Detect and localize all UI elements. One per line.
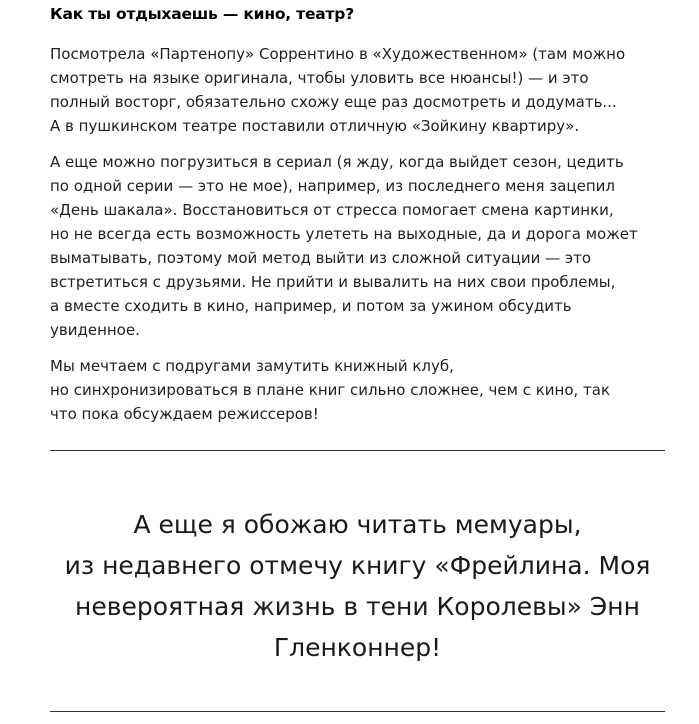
answer-paragraph-3 bbox=[50, 354, 665, 426]
divider-top bbox=[50, 450, 665, 451]
paragraph-line: а вместе сходить в кино, например, и потом за ужином обсудить bbox=[50, 297, 572, 315]
pull-quote-line: Гленконнер! bbox=[273, 633, 442, 662]
paragraph-line: А еще можно погрузиться в сериал (я жду, когда выйдет сезон, цедить bbox=[50, 153, 624, 171]
paragraph-line: увиденное. bbox=[50, 321, 140, 339]
answer-paragraph-2 bbox=[50, 150, 665, 342]
paragraph-line: что пока обсуждаем режиссеров! bbox=[50, 405, 319, 423]
paragraph-line: но синхронизироваться в плане книг сильно сложнее, чем с кино, так bbox=[50, 381, 611, 399]
paragraph-line: Мы мечтаем с подругами замутить книжный клуб, bbox=[50, 357, 454, 375]
paragraph-line: но не всегда есть возможность улететь на выходные, да и дорога может bbox=[50, 225, 638, 243]
paragraph-line: выматывать, поэтому мой метод выйти из сложной ситуации — это bbox=[50, 249, 592, 267]
interview-question: Как ты отдыхаешь — кино, театр? bbox=[50, 5, 354, 23]
article-body bbox=[50, 0, 665, 426]
pull-quote-line: А еще я обожаю читать мемуары, bbox=[133, 510, 582, 539]
paragraph-line: полный восторг, обязательно схожу еще раз досмотреть и додумать... bbox=[50, 93, 617, 111]
pull-quote-line: невероятная жизнь в тени Королевы» Энн bbox=[75, 592, 640, 621]
paragraph-line: Посмотрела «Партенопу» Соррентино в «Художественном» (там можно bbox=[50, 45, 626, 63]
divider-bottom bbox=[50, 711, 665, 712]
paragraph-line: «День шакала». Восстановиться от стресса помогает смена картинки, bbox=[50, 201, 614, 219]
paragraph-line: А в пушкинском театре поставили отличную «Зойкину квартиру». bbox=[50, 117, 580, 135]
paragraph-line: по одной серии — это не мое), например, из последнего меня зацепил bbox=[50, 177, 616, 195]
paragraph-line: встретиться с друзьями. Не прийти и вывалить на них свои проблемы, bbox=[50, 273, 616, 291]
paragraph-line: смотреть на языке оригинала, чтобы уловить все нюансы!) — и это bbox=[50, 69, 589, 87]
pull-quote-line: из недавнего отмечу книгу «Фрейлина. Моя bbox=[64, 551, 651, 580]
answer-paragraph-1 bbox=[50, 42, 665, 138]
pull-quote bbox=[50, 504, 665, 668]
